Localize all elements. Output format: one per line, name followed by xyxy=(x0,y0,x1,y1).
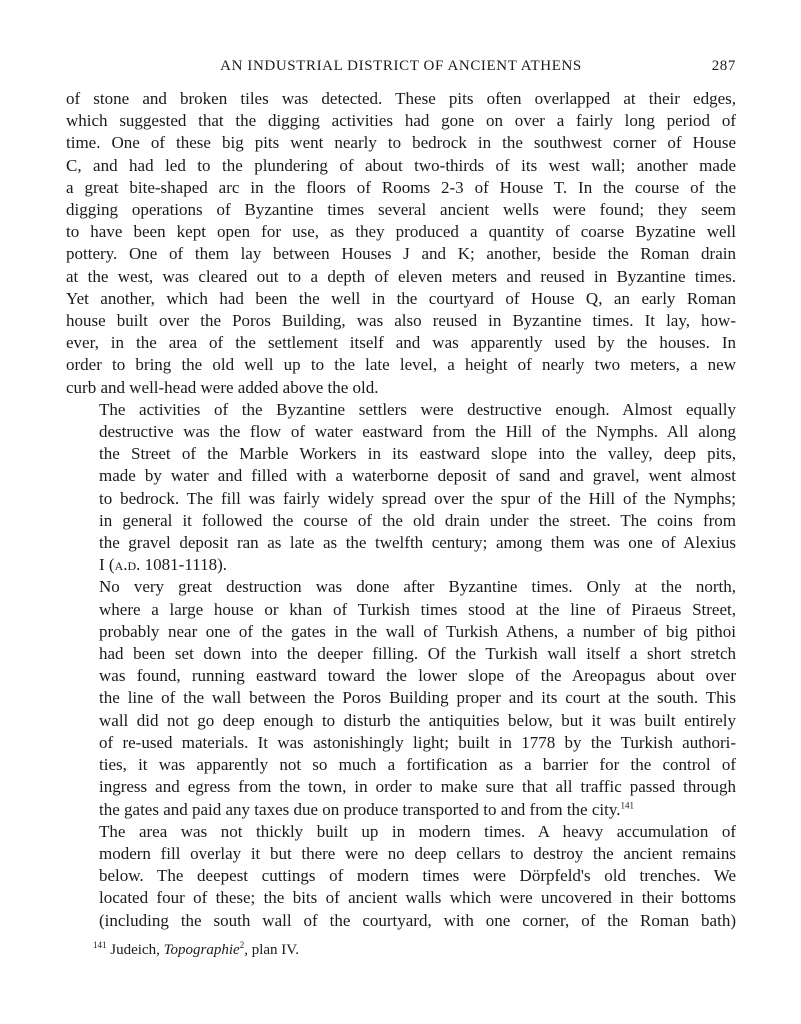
text-line: located four of these; the bits of ancient walls which were uncovered in their bottoms xyxy=(99,888,736,908)
text-line: The area was not thickly built up in modern times. A heavy accumulation of xyxy=(99,821,736,841)
footnote-rest: , plan IV. xyxy=(244,942,299,958)
running-head xyxy=(66,58,736,82)
text-line: made by water and filled with a waterborne deposit of sand and gravel, went almost xyxy=(99,466,736,486)
paragraph xyxy=(66,88,736,399)
text-line: of stone and broken tiles was detected. These pits often overlapped at their edges, xyxy=(66,89,736,108)
text-line: time. One of these big pits went nearly to bedrock in the southwest corner of House xyxy=(66,133,736,153)
text-line: ingress and egress from the town, in order to make sure that all traffic passed through xyxy=(99,777,736,797)
text-line: the line of the wall between the Poros Building proper and its court at the south. This xyxy=(99,688,736,708)
text-line: at the west, was cleared out to a depth of eleven meters and reused in Byzantine times. xyxy=(66,266,736,286)
text-line: a great bite-shaped arc in the floors of Rooms 2-3 of House T. In the course of the xyxy=(66,177,736,197)
text-line: where a large house or khan of Turkish times stood at the line of Piraeus Street, xyxy=(99,599,736,619)
text-line: ties, it was apparently not so much a fortification as a barrier for the control of xyxy=(99,755,736,775)
footnote-author: Judeich, xyxy=(110,942,164,958)
page-number: 287 xyxy=(711,58,736,74)
body-text xyxy=(66,88,736,932)
running-title: AN INDUSTRIAL DISTRICT OF ANCIENT ATHENS xyxy=(220,58,582,74)
footnote xyxy=(66,940,736,960)
text-line: in general it followed the course of the old drain under the street. The coins from xyxy=(99,510,736,530)
text-line: curb and well-head were added above the old. xyxy=(66,377,379,397)
text-line: to have been kept open for use, as they produced a quantity of coarse Byzatine well xyxy=(66,222,736,242)
text-line: ever, in the area of the settlement itself and was apparently used by the houses. In xyxy=(66,333,736,353)
text-line: which suggested that the digging activities had gone on over a fairly long period of xyxy=(66,111,736,131)
text-line: modern fill overlay it but there were no deep cellars to destroy the ancient remains xyxy=(99,843,736,863)
paragraph xyxy=(66,576,736,820)
page xyxy=(66,58,736,932)
footnote-edition: 2 xyxy=(239,940,245,950)
text-line: the gravel deposit ran as late as the twelfth century; among them was one of Alexius xyxy=(99,533,736,553)
text-line: order to bring the old well up to the late level, a height of nearly two meters, a new xyxy=(66,355,736,375)
text-line: wall did not go deep enough to disturb the antiquities below, but it was built entirely xyxy=(99,710,736,730)
text-line: digging operations of Byzantine times several ancient wells were found; they seem xyxy=(66,200,736,220)
text-line: of re-used materials. It was astonishingly light; built in 1778 by the Turkish authori- xyxy=(99,732,736,752)
text-line: No very great destruction was done after Byzantine times. Only at the north, xyxy=(99,577,736,597)
text-line: below. The deepest cuttings of modern times were Dörpfeld's old trenches. We xyxy=(99,866,736,886)
text-line: the gates and paid any taxes due on produce transported to and from the city.$^{141}$ xyxy=(99,799,634,819)
footnote-work: Topographie xyxy=(163,942,240,958)
text-line: the Street of the Marble Workers in its eastward slope into the valley, deep pits, xyxy=(99,444,736,464)
text-line: C, and had led to the plundering of about two-thirds of its west wall; another made xyxy=(66,155,736,175)
text-line: house built over the Poros Building, was also reused in Byzantine times. It lay, how- xyxy=(66,311,736,331)
text-line: had been set down into the deeper filling. Of the Turkish wall itself a short stretch xyxy=(99,644,736,664)
paragraph xyxy=(66,821,736,932)
text-line: I (a.d. 1081-1118). xyxy=(99,555,227,575)
text-line: (including the south wall of the courtyard, with one corner, of the Roman bath) xyxy=(99,910,736,930)
text-line: The activities of the Byzantine settlers were destructive enough. Almost equally xyxy=(99,399,736,419)
footnote-number: 141 xyxy=(93,940,107,950)
text-line: was found, running eastward toward the lower slope of the Areopagus about over xyxy=(99,666,736,686)
text-line: destructive was the flow of water eastward from the Hill of the Nymphs. All along xyxy=(99,422,736,442)
text-line: probably near one of the gates in the wall of Turkish Athens, a number of big pithoi xyxy=(99,621,736,641)
text-line: Yet another, which had been the well in the courtyard of House Q, an early Roman xyxy=(66,288,736,308)
paragraph xyxy=(66,399,736,577)
text-line: to bedrock. The fill was fairly widely spread over the spur of the Hill of the Nymphs; xyxy=(99,488,736,508)
text-line: pottery. One of them lay between Houses J and K; another, beside the Roman drain xyxy=(66,244,736,264)
footnote-ref: 141 xyxy=(620,799,634,810)
